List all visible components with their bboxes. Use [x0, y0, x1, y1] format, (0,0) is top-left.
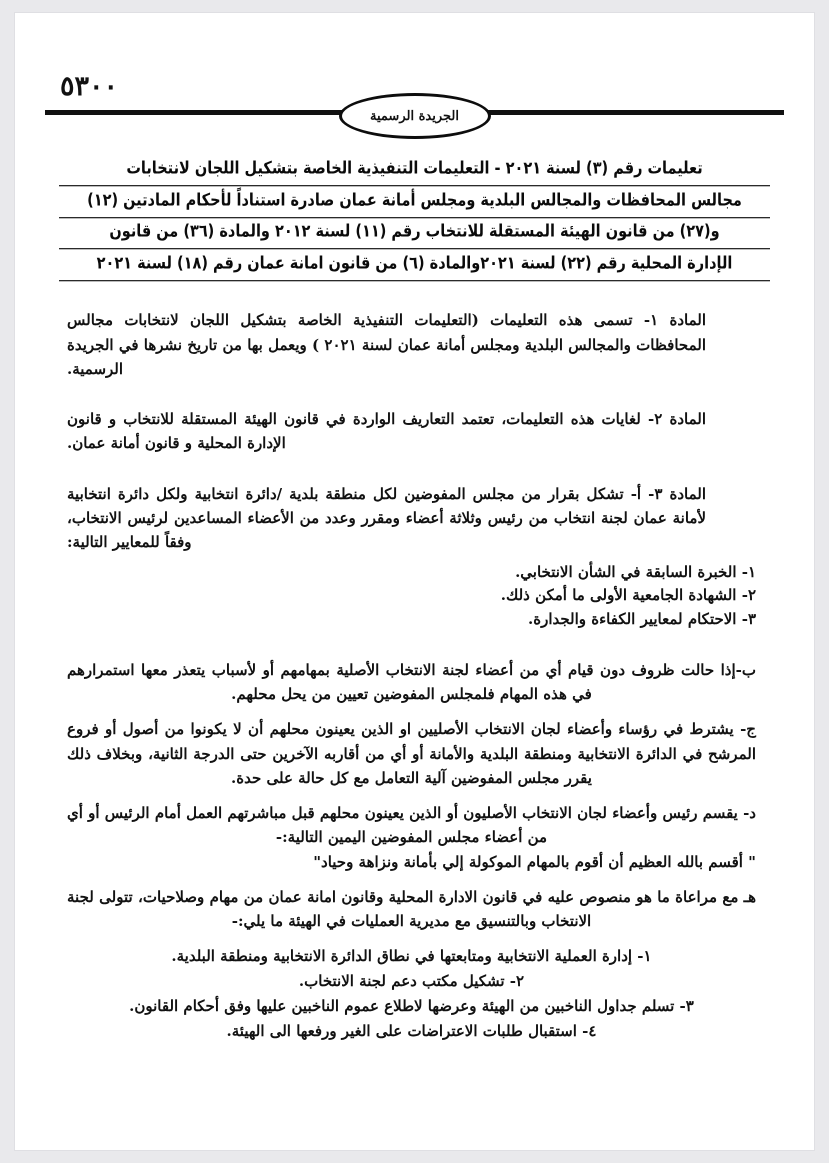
list-item-text: ٤- استقبال طلبات الاعتراضات على الغير ورفعها الى الهيئة.	[226, 1022, 597, 1041]
article-1	[67, 308, 734, 381]
list-item-text: ١- إدارة العملية الانتخابية ومتابعتها في نطاق الدائرة الانتخابية ومنطقة البلدية.	[171, 947, 652, 966]
article-3-d-oath-text: " أقسم بالله العظيم أن أقوم بالمهام الموكولة إلي بأمانة ونزاهة وحياد"	[313, 852, 756, 871]
list-item: ١- الخبرة السابقة في الشأن الانتخابي.	[515, 562, 756, 581]
article-3-a-text: المادة ٣- أ- تشكل بقرار من مجلس المفوضين لكل منطقة بلدية /دائرة انتخابية ولكل دائرة انتخابية لأمانة عمان لجنة انتخاب من رئيس وثلاثة أعضاء ومقرر وعدد من الأعضاء المساعدين لرئيس الانتخاب، وفقاً للمعايير التالية:	[67, 484, 706, 552]
article-2	[67, 407, 734, 456]
article-2-text: المادة ٢- لغايات هذه التعليمات، تعتمد التعاريف الواردة في قانون الهيئة المستقلة للانتخاب و قانون الإدارة المحلية و قانون أمانة عمان.	[67, 410, 706, 453]
article-3-d-text: د- يقسم رئيس وأعضاء لجان الانتخاب الأصليون أو الذين يعينون محلهم قبل مباشرتهم العمل أمام الرئيس أو أي من أعضاء مجلس المفوضين اليمين التالية:-	[67, 804, 756, 847]
list-item-text: ٣- تسلم جداول الناخبين من الهيئة وعرضها لاطلاع عموم الناخبين عليها وفق أحكام القانون.	[129, 997, 694, 1016]
gazette-name: الجريدة الرسمية	[370, 108, 459, 124]
list-item	[67, 944, 756, 968]
article-3-paragraph-b	[67, 658, 756, 707]
list-item-text: ٢- تشكيل مكتب دعم لجنة الانتخاب.	[298, 972, 525, 991]
title-line-1: تعليمات رقم (٣) لسنة ٢٠٢١ - التعليمات التنفيذية الخاصة بتشكيل اللجان لانتخابات	[59, 157, 770, 186]
document-page	[14, 12, 815, 1151]
title-line-2: مجالس المحافظات والمجالس البلدية ومجلس أمانة عمان صادرة استناداً لأحكام المادتين (١٢)	[59, 188, 770, 217]
gazette-oval-badge	[339, 93, 491, 139]
page-number: ٥٣٠٠	[60, 71, 119, 102]
list-item	[67, 994, 756, 1018]
article-1-text: المادة ١- تسمى هذه التعليمات (التعليمات التنفيذية الخاصة بتشكيل اللجان لانتخابات مجالس المحافظات والمجالس البلدية ومجلس أمانة عمان لسنة ٢٠٢١ ) ويعمل بها من تاريخ نشرها في الجريدة الرسمية.	[67, 311, 706, 378]
article-3-e-text: هـ مع مراعاة ما هو منصوص عليه في قانون الادارة المحلية وقانون امانة عمان من مهام وصلاحيات، تتولى لجنة الانتخاب وبالتنسيق مع مديرية العمليات في الهيئة ما يلي:-	[67, 887, 756, 931]
masthead-rule-left	[45, 110, 345, 115]
page-masthead	[15, 65, 814, 135]
list-item	[67, 1019, 756, 1043]
title-line-4: الإدارة المحلية رقم (٢٢) لسنة ٢٠٢١والمادة (٦) من قانون امانة عمان رقم (١٨) لسنة ٢٠٢١	[59, 251, 770, 280]
list-item: ٢- الشهادة الجامعية الأولى ما أمكن ذلك.	[500, 586, 756, 605]
article-3-paragraph-e	[67, 885, 756, 934]
article-3-paragraph-d	[67, 801, 756, 874]
list-item	[67, 969, 756, 993]
article-3-paragraph-a	[67, 482, 734, 555]
article-3-a-criteria-list	[67, 561, 756, 632]
article-3-b-text: ب-إذا حالت ظروف دون قيام أي من أعضاء لجنة الانتخاب الأصلية بمهامهم أو لأسباب يتعذر معها استمرارهم في هذه المهام فلمجلس المفوضين تعيين من يحل محلهم.	[67, 660, 756, 703]
document-title	[59, 159, 770, 278]
title-line-3: و(٢٧) من قانون الهيئة المستقلة للانتخاب رقم (١١) لسنة ٢٠١٢ والمادة (٣٦) من قانون	[59, 220, 770, 249]
list-item: ٣- الاحتكام لمعايير الكفاءة والجدارة.	[528, 610, 756, 628]
masthead-rule-right	[484, 110, 784, 115]
article-3-c-text: ج- يشترط في رؤساء وأعضاء لجان الانتخاب الأصليين او الذين يعينون محلهم أن لا يكونوا من أصول أو فروع المرشح في الدائرة الانتخابية ومنطقة البلدية والأمانة أو أي من أقاربه الآخرين حتى الدرجة الثانية، وبخلاف ذلك يقرر مجلس المفوضين آلية التعامل مع كل حالة على حدة.	[67, 720, 756, 787]
article-3-e-duties-list	[67, 944, 756, 1043]
article-3-paragraph-c	[67, 717, 756, 790]
document-body	[67, 308, 756, 1043]
